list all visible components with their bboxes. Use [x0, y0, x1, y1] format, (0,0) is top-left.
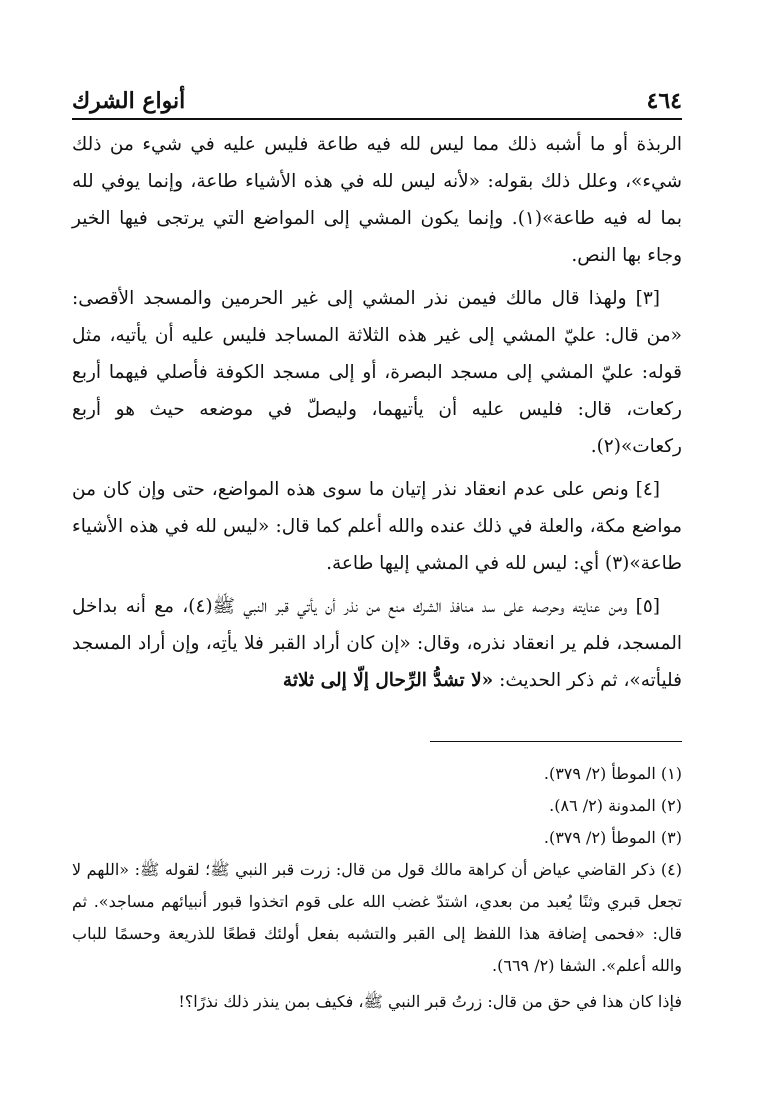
- page-number: ٤٦٤: [646, 88, 682, 114]
- footnote-3: (٣) الموطأ (٢/ ٣٧٩).: [543, 828, 682, 847]
- footnote-4: (٤) ذكر القاضي عياض أن كراهة مالك قول من قال: زرت قبر النبي ﷺ؛ لقوله ﷺ: «اللهم لا تجعل قبري وثنًا يُعبد من بعدي، اشتدّ غضب الله على قوم اتخذوا قبور أنبيائهم مساجد». ثم قال: «فحمى إضافة هذا اللفظ إلى القبر والتشبه بفعل أولئك قطعًا للذريعة وحسمًا للباب والله أعلم». الشفا (٢/ ٦٦٩).: [72, 860, 682, 975]
- footnote-2: (٢) المدونة (٢/ ٨٦).: [549, 796, 682, 815]
- running-title: أنواع الشرك: [72, 88, 186, 114]
- footnote-divider: [430, 741, 682, 742]
- paragraph-3: [٤] ونص على عدم انعقاد نذر إتيان ما سوى هذه المواضع، حتى وإن كان من مواضع مكة، والعلة في ذلك عنده والله أعلم كما قال: «ليس لله في هذه الأشياء طاعة»(٣) أي: ليس لله في المشي إليها طاعة.: [72, 479, 682, 574]
- hadith-quote: «لا تشدُّ الرِّحال إلّا إلى ثلاثة: [282, 670, 494, 691]
- footnotes: [72, 758, 682, 1018]
- page-header: [72, 78, 682, 120]
- footnote-4-continuation: فإذا كان هذا في حق من قال: زرتُ قبر النبي ﷺ، فكيف بمن ينذر ذلك نذرًا؟!: [178, 992, 682, 1011]
- paragraph-4-text: [٥] ومن عنايته وحرصه على سد منافذ الشرك منع من نذر أن يأتي قبر النبي ﷺ(٤)، مع أنه بداخل المسجد، فلم ير انعقاد نذره، وقال: «إن كان أراد القبر فلا يأتِه، وإن أراد المسجد فليأته»، ثم ذكر الحديث:: [72, 596, 682, 691]
- footnote-1: (١) الموطأ (٢/ ٣٧٩).: [543, 764, 682, 783]
- paragraph-1: الربذة أو ما أشبه ذلك مما ليس لله فيه طاعة فليس عليه في شيء من ذلك شيء»، وعلل ذلك بقوله: «لأنه ليس لله في هذه الأشياء طاعة، وإنما يوفي لله بما له فيه طاعة»(١). وإنما يكون المشي إلى المواضع التي يرتجى فيها الخير وجاء بها النص.: [72, 134, 682, 266]
- main-text: [72, 126, 682, 705]
- paragraph-2: [٣] ولهذا قال مالك فيمن نذر المشي إلى غير الحرمين والمسجد الأقصى: «من قال: عليّ المشي إلى غير هذه الثلاثة المساجد فليس عليه أن يأتيه، مثل قوله: عليّ المشي إلى مسجد البصرة، أو إلى مسجد الكوفة فأصلي فيهما أربع ركعات، قال: فليس عليه أن يأتيهما، وليصلّ في موضعه حيث هو أربع ركعات»(٢).: [72, 288, 682, 457]
- paragraph-4: [72, 588, 682, 699]
